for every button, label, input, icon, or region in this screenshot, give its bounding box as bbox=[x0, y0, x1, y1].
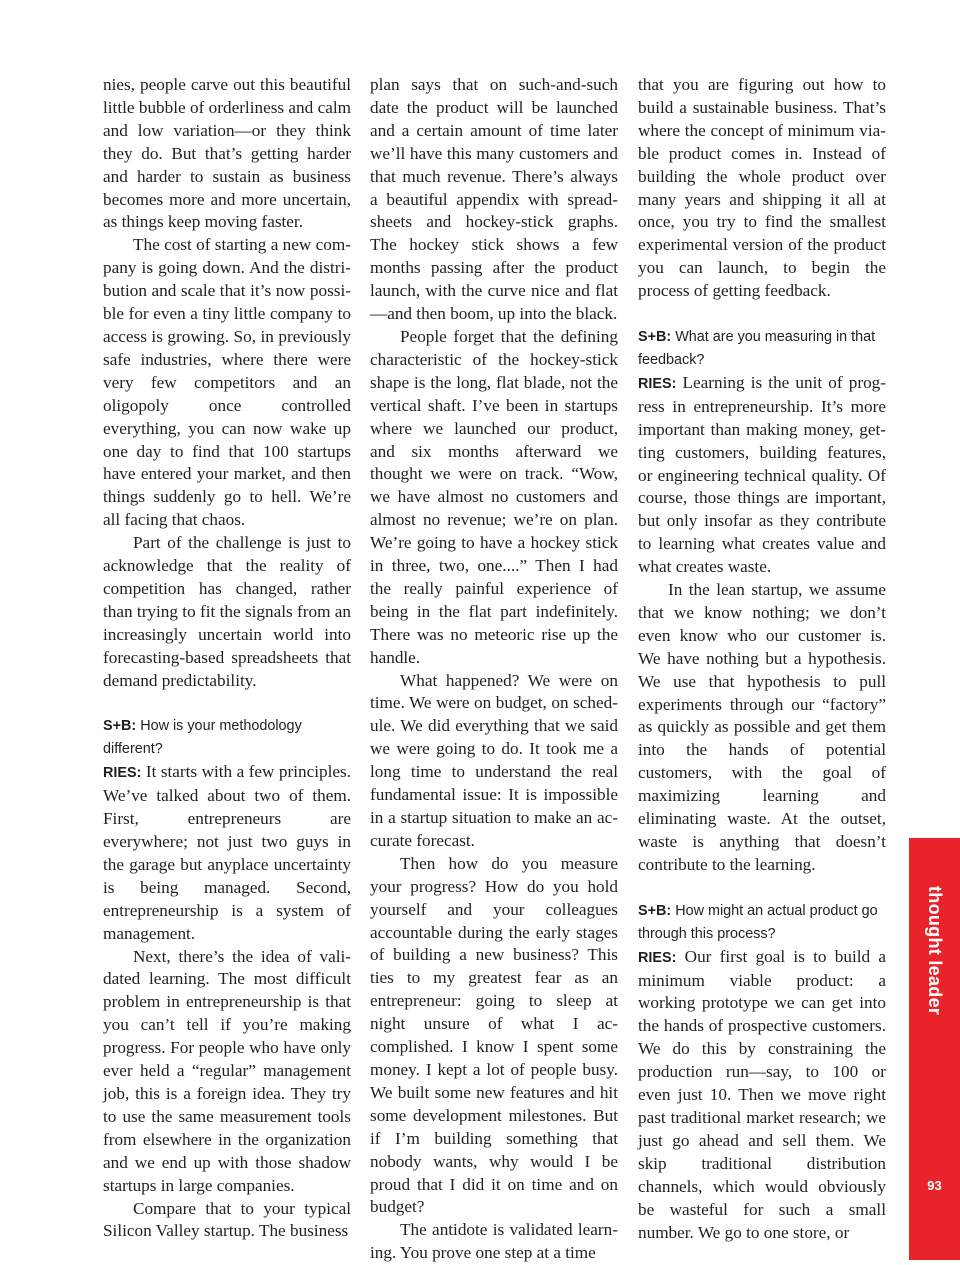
interview-question bbox=[103, 715, 351, 761]
text-column-2 bbox=[370, 74, 618, 1265]
paragraph: Then how do you measure your progress? How do you hold yourself and your colleagues accountable during the early stages of building a new business? This ties to my greatest fear as an entrepreneur: going to sleep at night unsure of what I accomplished. I know I spent some money. I kept a lot of people busy. We built some new features and hit some development milestones. But if I’m building something that nobody wants, why would I be proud that I did it on time and on budget? bbox=[370, 853, 618, 1217]
paragraph: People forget that the defining characteristic of the hockey-stick shape is the long, flat blade, not the vertical shaft. I’ve been in startups where we launched our product, and six months afterward we thought we were on track. “Wow, we have almost no customers and almost no revenue; we’re on plan. We’re going to have a hockey stick in three, two, one....” Then I had the really painful experience of being in the flat part indefinitely. There was no meteoric rise up the handle. bbox=[370, 326, 618, 667]
section-tab bbox=[909, 838, 960, 1260]
speaker-label: RIES: bbox=[103, 765, 142, 782]
answer-text: Our first goal is to build a minimum viable product: a working prototype we can get into the hands of prospective customers. We do this by constraining the production run—say, to 100 or even just 10. Then we move right past traditional market research; we just go ahead and sell them. We skip traditional distribution channels, which would obviously be wasteful for such a small number. We go to one store, or bbox=[638, 946, 886, 1242]
question-text: How is your methodology different? bbox=[103, 718, 302, 758]
page-number: 93 bbox=[927, 1178, 942, 1193]
answer-text: It starts with a few principles. We’ve talked about two of them. First, entrepreneurs are everywhere; not just two guys in the garage but anyplace uncertainty is being managed. Second, entrepreneurship is a system of management. bbox=[103, 762, 351, 943]
speaker-label: RIES: bbox=[638, 375, 677, 392]
paragraph: nies, people carve out this beautiful little bubble of orderliness and calm and low variation—or they think they do. But that’s getting harder and harder to sustain as business becomes more and more uncertain, as things keep moving faster. bbox=[103, 75, 351, 232]
paragraph: Next, there’s the idea of validated learning. The most difficult problem in entrepreneurship is that you can’t tell if you’re making progress. For people who have only ever held a “regular” management job, this is a foreign idea. They try to use the same measurement tools from elsewhere in the organization and we end up with those shadow startups in large companies. bbox=[103, 946, 351, 1195]
interview-answer bbox=[638, 946, 886, 1245]
paragraph: The antidote is validated learning. You prove one step at a time bbox=[370, 1220, 618, 1263]
interview-question bbox=[638, 326, 886, 372]
section-label: thought leader bbox=[925, 886, 945, 1016]
interview-answer bbox=[638, 372, 886, 579]
paragraph: Compare that to your typical Silicon Valley startup. The business bbox=[103, 1198, 351, 1241]
text-column-3 bbox=[638, 74, 886, 1244]
interviewer-label: S+B: bbox=[103, 718, 137, 735]
question-text: What are you measuring in that feedback? bbox=[638, 329, 876, 368]
paragraph: In the lean startup, we assume that we know nothing; we don’t even know who our customer is. We have nothing but a hypothesis. We use that hypothesis to pull experiments through our “factory” as quickly as possible and get them into the hands of potential customers, with the goal of maximizing learning and eliminating waste. At the outset, waste is anything that doesn’t contribute to the learning. bbox=[638, 580, 886, 874]
answer-text: Learning is the unit of progress in entrepreneurship. It’s more important than making money, getting customers, building features, or engineering technical quality. Of course, those things are important, but only insofar as they contribute to learning what creates value and what creates waste. bbox=[638, 372, 887, 577]
interviewer-label: S+B: bbox=[638, 902, 672, 919]
question-text: How might an actual product go through this process? bbox=[638, 902, 878, 942]
paragraph: that you are figuring out how to build a sustainable business. That’s where the concept of minimum viable product comes in. Instead of building the whole product over many years and shipping it all at once, you try to find the smallest experimental version of the product you can launch, to begin the process of getting feedback. bbox=[638, 75, 886, 301]
text-column-1 bbox=[103, 74, 351, 1243]
paragraph: Part of the challenge is just to acknowledge that the reality of competition has changed, rather than trying to fit the signals from an increasingly uncertain world into forecasting-based spreadsheets that demand predictability. bbox=[103, 533, 351, 690]
paragraph: What happened? We were on time. We were on budget, on schedule. We did everything that we said we were going to do. It took me a long time to understand the real fundamental issue: It is impossible in a startup situation to make an accurate forecast. bbox=[370, 670, 618, 850]
interview-question bbox=[638, 900, 886, 946]
paragraph: plan says that on such-and-such date the product will be launched and a certain amount of time later we’ll have this many customers and that much revenue. There’s always a beautiful appendix with spreadsheets and hockey-stick graphs. The hockey stick shows a few months passing after the product launch, with the curve nice and flat—and then boom, up into the black. bbox=[370, 75, 618, 324]
speaker-label: RIES: bbox=[638, 949, 677, 966]
interviewer-label: S+B: bbox=[638, 329, 672, 346]
interview-answer bbox=[103, 761, 351, 945]
paragraph: The cost of starting a new company is going down. And the distribution and scale that it’s now possible for even a tiny little company to access is growing. So, in previously safe industries, where there were very few competitors and an oligopoly once controlled everything, you can now wake up one day to find that 100 startups have entered your market, and then things suddenly go to hell. We’re all facing that chaos. bbox=[103, 235, 351, 530]
